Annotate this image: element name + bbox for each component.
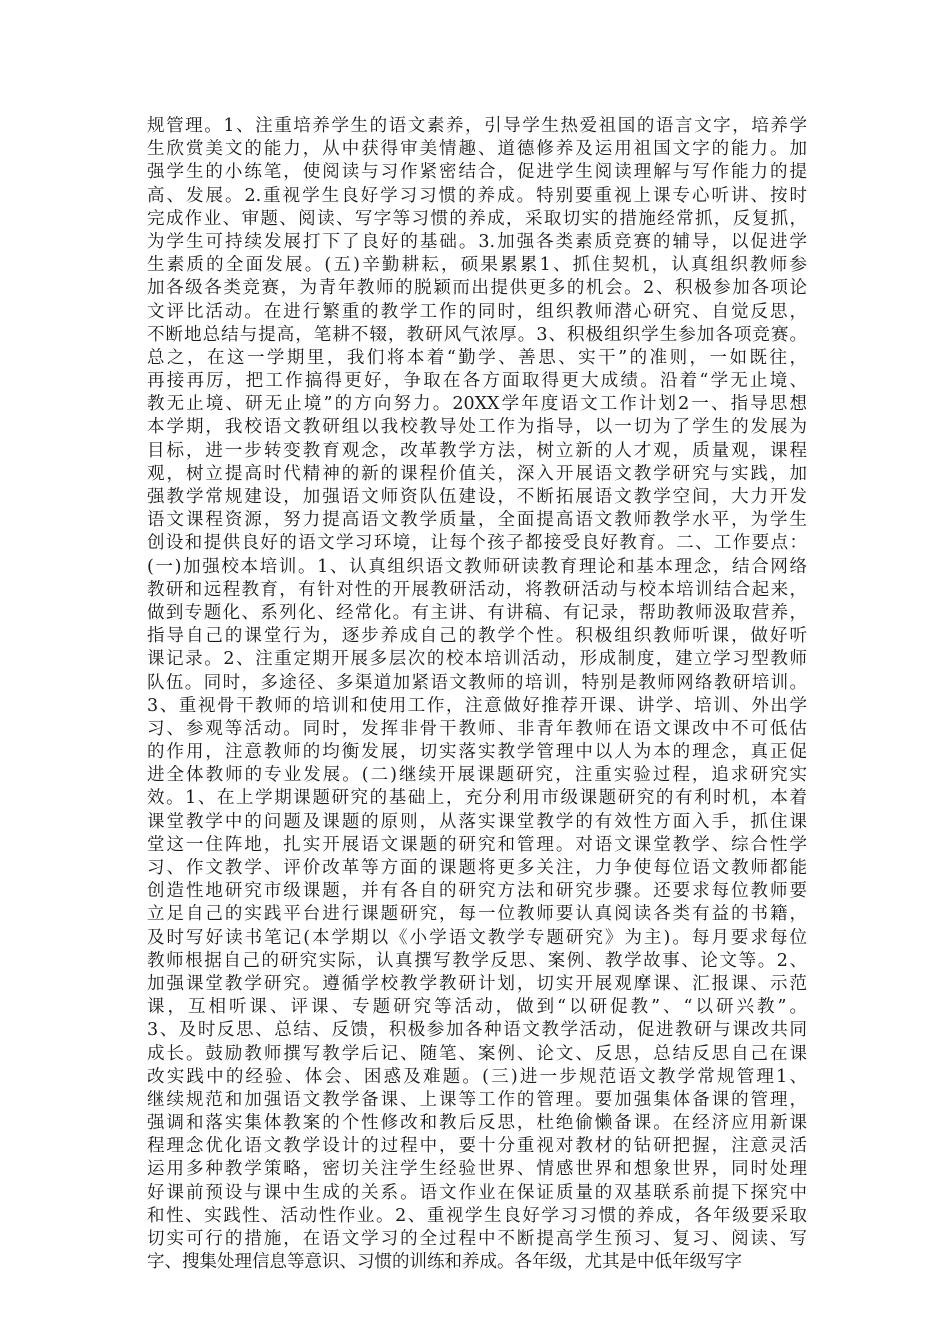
text-line: 做到专题化、系列化、经常化。有主讲、有讲稿、有记录，帮助教师汲取营养， <box>147 602 807 623</box>
text-line: 生素质的全面发展。(五)辛勤耕耘，硕果累累1、抓住契机，认真组织教师参 <box>147 255 807 276</box>
text-line: 生欣赏美文的能力，从中获得审美情趣、道德修养及运用祖国文字的能力。加 <box>147 139 807 160</box>
text-line: 不断地总结与提高，笔耕不辍，教研风气浓厚。3、积极组织学生参加各项竞赛。 <box>147 324 807 345</box>
text-line: 习、参观等活动。同时，发挥非骨干教师、非青年教师在语文课改中不可低估 <box>147 718 807 739</box>
text-line: 规管理。1、注重培养学生的语文素养，引导学生热爱祖国的语言文字，培养学 <box>147 116 807 136</box>
text-line: 切实可行的措施，在语文学习的全过程中不断提高学生预习、复习、阅读、写 <box>147 1229 807 1249</box>
text-line: 程理念优化语文教学设计的过程中，要十分重视对教材的钻研把握，注意灵活 <box>147 1136 807 1157</box>
text-line: 目标，进一步转变教育观念，改革教学方法，树立新的人才观，质量观，课程 <box>147 440 807 461</box>
text-line: 加强课堂教学研究。遵循学校教学教研计划，切实开展观摩课、汇报课、示范 <box>147 973 807 994</box>
text-line: 教师根据自己的研究实际，认真撰写教学反思、案例、教学故事、论文等。2、 <box>147 950 807 971</box>
text-line: 的作用，注意教师的均衡发展，切实落实教学管理中以人为本的理念，真正促 <box>147 742 807 763</box>
text-line: 完成作业、审题、阅读、写字等习惯的养成，采取切实的措施经常抓，反复抓， <box>147 208 807 229</box>
text-line: 强调和落实集体教案的个性修改和教后反思，杜绝偷懒备课。在经济应用新课 <box>147 1113 807 1134</box>
text-line: 观，树立提高时代精神的新的课程价值关，深入开展语文教学研究与实践，加 <box>147 463 807 484</box>
text-line: 3、及时反思、总结、反馈，积极参加各种语文教学活动，促进教研与课改共同 <box>147 1020 807 1041</box>
text-line: 高、发展。2.重视学生良好学习习惯的养成。特别要重视上课专心听讲、按时 <box>147 185 807 206</box>
text-line: 教无止境、研无止境”的方向努力。20XX学年度语文工作计划2一、指导思想 <box>147 394 807 415</box>
text-line: 文评比活动。在进行繁重的教学工作的同时，组织教师潜心研究、自觉反思， <box>147 301 807 322</box>
text-line: 本学期，我校语文教研组以我校教导处工作为指导，以一切为了学生的发展为 <box>147 417 807 438</box>
body-text <box>147 115 807 1274</box>
text-line: 再接再厉，把工作搞得更好，争取在各方面取得更大成绩。沿着“学无止境、 <box>147 371 807 392</box>
text-line: 加各级各类竞赛，为青年教师的脱颖而出提供更多的机会。2、积极参加各项论 <box>147 278 807 299</box>
text-line: 堂这一住阵地，扎实开展语文课题的研究和管理。对语文课堂教学、综合性学 <box>147 834 807 855</box>
text-line: 进全体教师的专业发展。(二)继续开展课题研究，注重实验过程，追求研究实 <box>147 765 807 786</box>
text-line: 总之，在这一学期里，我们将本着“勤学、善思、实干”的准则，一如既往， <box>147 347 807 368</box>
text-line: 强教学常规建设，加强语文师资队伍建设，不断拓展语文教学空间，大力开发 <box>147 487 807 507</box>
text-line: 改实践中的经验、体会、困惑及难题。(三)进一步规范语文教学常规管理1、 <box>147 1066 807 1087</box>
text-line: 及时写好读书笔记(本学期以《小学语文教学专题研究》为主)。每月要求每位 <box>147 927 807 948</box>
text-line: 课堂教学中的问题及课题的原则，从落实课堂教学的有效性方面入手，抓住课 <box>147 811 807 832</box>
text-line: 课，互相听课、评课、专题研究等活动，做到“以研促教”、“以研兴教”。 <box>147 997 807 1018</box>
text-line: 创设和提供良好的语文学习环境，让每个孩子都接受良好教育。二、工作要点： <box>147 533 807 554</box>
text-line: 和性、实践性、活动性作业。2、重视学生良好学习习惯的养成，各年级要采取 <box>147 1205 807 1226</box>
text-line: 创造性地研究市级课题，并有各自的研究方法和研究步骤。还要求每位教师要 <box>147 881 807 902</box>
text-line: 成长。鼓励教师撰写教学后记、随笔、案例、论文、反思，总结反思自己在课 <box>147 1043 807 1064</box>
text-line: 教研和远程教育，有针对性的开展教研活动，将教研活动与校本培训结合起来， <box>147 579 807 600</box>
text-line: 运用多种教学策略，密切关注学生经验世界、情感世界和想象世界，同时处理 <box>147 1159 807 1180</box>
text-line: 为学生可持续发展打下了良好的基础。3.加强各类素质竞赛的辅导，以促进学 <box>147 231 807 252</box>
text-line: 语文课程资源，努力提高语文教学质量，全面提高语文教师教学水平，为学生 <box>147 510 807 531</box>
text-line: 字、搜集处理信息等意识、习惯的训练和养成。各年级，尤其是中低年级写字 <box>147 1252 742 1273</box>
text-line: 3、重视骨干教师的培训和使用工作，注意做好推荐开课、讲学、培训、外出学 <box>147 695 807 716</box>
text-line: 强学生的小练笔，使阅读与习作紧密结合，促进学生阅读理解与写作能力的提 <box>147 162 807 183</box>
text-line: 效。1、在上学期课题研究的基础上，充分利用市级课题研究的有利时机，本着 <box>147 788 807 809</box>
text-line: 队伍。同时，多途径、多渠道加紧语文教师的培训，特别是教师网络教研培训。 <box>147 672 807 693</box>
text-line: (一)加强校本培训。1、认真组织语文教师研读教育理论和基本理念，结合网络 <box>147 556 807 577</box>
text-line: 指导自己的课堂行为，逐步养成自己的教学个性。积极组织教师听课，做好听 <box>147 626 807 647</box>
text-line: 好课前预设与课中生成的关系。语文作业在保证质量的双基联系前提下探究中 <box>147 1182 807 1203</box>
text-line: 立足自己的实践平台进行课题研究，每一位教师要认真阅读各类有益的书籍， <box>147 904 807 925</box>
text-line: 继续规范和加强语文教学备课、上课等工作的管理。要加强集体备课的管理， <box>147 1089 807 1110</box>
text-line: 习、作文教学、评价改革等方面的课题将更多关注，力争使每位语文教师都能 <box>147 858 807 878</box>
text-line: 课记录。2、注重定期开展多层次的校本培训活动，形成制度，建立学习型教师 <box>147 649 807 670</box>
